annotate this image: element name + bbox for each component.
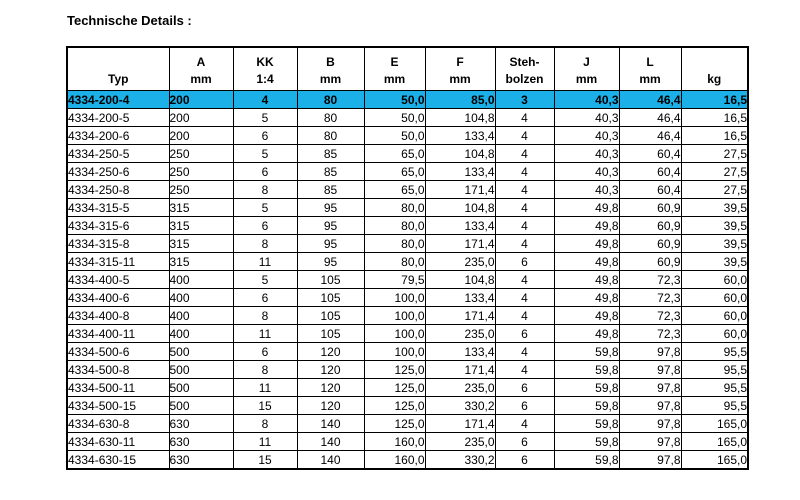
cell-e: 79,5 (364, 271, 425, 289)
cell-l: 72,3 (619, 307, 681, 325)
cell-j: 59,8 (554, 397, 619, 415)
cell-l: 97,8 (619, 379, 681, 397)
cell-l: 60,4 (619, 145, 681, 163)
col-header-kk: KK 1:4 (233, 47, 297, 91)
cell-a: 400 (169, 271, 233, 289)
cell-typ: 4334-400-11 (67, 325, 169, 343)
cell-typ: 4334-315-5 (67, 199, 169, 217)
table-row (67, 343, 748, 361)
cell-kg: 39,5 (681, 199, 748, 217)
cell-a: 630 (169, 433, 233, 451)
cell-stehbolzen: 4 (495, 109, 554, 127)
cell-a: 315 (169, 199, 233, 217)
cell-f: 104,8 (425, 271, 495, 289)
cell-typ: 4334-315-11 (67, 253, 169, 271)
cell-f: 171,4 (425, 361, 495, 379)
cell-typ: 4334-500-8 (67, 361, 169, 379)
table-row (67, 433, 748, 451)
cell-kg: 95,5 (681, 379, 748, 397)
cell-kg: 165,0 (681, 433, 748, 451)
cell-kg: 16,5 (681, 109, 748, 127)
cell-j: 49,8 (554, 235, 619, 253)
cell-typ: 4334-250-6 (67, 163, 169, 181)
table-row (67, 379, 748, 397)
cell-f: 85,0 (425, 91, 495, 109)
cell-e: 50,0 (364, 109, 425, 127)
cell-f: 104,8 (425, 145, 495, 163)
cell-l: 97,8 (619, 343, 681, 361)
cell-e: 80,0 (364, 199, 425, 217)
cell-kk: 15 (233, 451, 297, 470)
cell-kk: 6 (233, 163, 297, 181)
cell-kk: 6 (233, 289, 297, 307)
cell-e: 65,0 (364, 163, 425, 181)
cell-b: 140 (297, 415, 364, 433)
cell-a: 315 (169, 253, 233, 271)
col-header-j: J mm (554, 47, 619, 91)
cell-l: 97,8 (619, 361, 681, 379)
cell-f: 235,0 (425, 253, 495, 271)
cell-j: 49,8 (554, 307, 619, 325)
cell-kk: 11 (233, 325, 297, 343)
cell-typ: 4334-630-11 (67, 433, 169, 451)
cell-e: 65,0 (364, 145, 425, 163)
cell-stehbolzen: 6 (495, 325, 554, 343)
cell-kg: 165,0 (681, 415, 748, 433)
cell-typ: 4334-400-5 (67, 271, 169, 289)
cell-f: 330,2 (425, 451, 495, 470)
cell-typ: 4334-500-11 (67, 379, 169, 397)
table-row (67, 127, 748, 145)
cell-b: 140 (297, 433, 364, 451)
cell-a: 200 (169, 127, 233, 145)
cell-stehbolzen: 4 (495, 217, 554, 235)
cell-kk: 8 (233, 361, 297, 379)
cell-l: 72,3 (619, 271, 681, 289)
cell-l: 60,4 (619, 181, 681, 199)
cell-kg: 60,0 (681, 307, 748, 325)
cell-b: 95 (297, 253, 364, 271)
cell-stehbolzen: 4 (495, 181, 554, 199)
cell-f: 133,4 (425, 163, 495, 181)
cell-a: 315 (169, 217, 233, 235)
cell-f: 235,0 (425, 433, 495, 451)
cell-j: 40,3 (554, 145, 619, 163)
table-row (67, 397, 748, 415)
table-row (67, 235, 748, 253)
cell-kg: 27,5 (681, 163, 748, 181)
technical-details-table (66, 46, 749, 470)
table-row-highlighted (67, 91, 748, 109)
cell-kg: 60,0 (681, 325, 748, 343)
cell-a: 250 (169, 163, 233, 181)
cell-typ: 4334-200-4 (67, 91, 169, 109)
cell-kg: 39,5 (681, 253, 748, 271)
col-header-stehbolzen: Steh- bolzen (495, 47, 554, 91)
cell-a: 500 (169, 343, 233, 361)
cell-stehbolzen: 4 (495, 343, 554, 361)
cell-stehbolzen: 4 (495, 235, 554, 253)
cell-kg: 27,5 (681, 181, 748, 199)
cell-l: 72,3 (619, 325, 681, 343)
cell-stehbolzen: 4 (495, 127, 554, 145)
cell-a: 500 (169, 397, 233, 415)
cell-a: 315 (169, 235, 233, 253)
cell-b: 120 (297, 397, 364, 415)
cell-j: 49,8 (554, 217, 619, 235)
cell-kg: 39,5 (681, 217, 748, 235)
cell-a: 400 (169, 325, 233, 343)
cell-kk: 8 (233, 307, 297, 325)
col-header-e: E mm (364, 47, 425, 91)
cell-typ: 4334-250-5 (67, 145, 169, 163)
cell-l: 60,9 (619, 199, 681, 217)
cell-b: 95 (297, 199, 364, 217)
cell-kg: 16,5 (681, 91, 748, 109)
cell-typ: 4334-500-15 (67, 397, 169, 415)
cell-typ: 4334-250-8 (67, 181, 169, 199)
cell-kk: 6 (233, 343, 297, 361)
cell-j: 59,8 (554, 433, 619, 451)
cell-a: 200 (169, 109, 233, 127)
cell-b: 105 (297, 307, 364, 325)
cell-l: 60,9 (619, 235, 681, 253)
cell-stehbolzen: 3 (495, 91, 554, 109)
cell-kg: 27,5 (681, 145, 748, 163)
cell-j: 40,3 (554, 91, 619, 109)
cell-j: 59,8 (554, 451, 619, 470)
cell-e: 50,0 (364, 127, 425, 145)
cell-kg: 60,0 (681, 289, 748, 307)
cell-kk: 11 (233, 433, 297, 451)
cell-b: 95 (297, 217, 364, 235)
cell-a: 500 (169, 379, 233, 397)
cell-typ: 4334-630-15 (67, 451, 169, 470)
cell-typ: 4334-400-8 (67, 307, 169, 325)
page-title: Technische Details : (67, 13, 192, 28)
cell-a: 400 (169, 289, 233, 307)
col-header-f: F mm (425, 47, 495, 91)
cell-kk: 6 (233, 127, 297, 145)
cell-stehbolzen: 4 (495, 415, 554, 433)
cell-kg: 60,0 (681, 271, 748, 289)
cell-j: 40,3 (554, 127, 619, 145)
header-row (67, 47, 748, 91)
cell-stehbolzen: 4 (495, 361, 554, 379)
cell-j: 49,8 (554, 271, 619, 289)
table-row (67, 271, 748, 289)
cell-l: 97,8 (619, 415, 681, 433)
cell-b: 120 (297, 361, 364, 379)
cell-a: 250 (169, 181, 233, 199)
table-row (67, 289, 748, 307)
cell-e: 100,0 (364, 307, 425, 325)
col-header-l: L mm (619, 47, 681, 91)
col-header-a: A mm (169, 47, 233, 91)
cell-f: 133,4 (425, 343, 495, 361)
cell-j: 40,3 (554, 181, 619, 199)
table-row (67, 217, 748, 235)
cell-j: 49,8 (554, 325, 619, 343)
cell-j: 59,8 (554, 361, 619, 379)
cell-kk: 11 (233, 379, 297, 397)
cell-kk: 5 (233, 109, 297, 127)
cell-a: 400 (169, 307, 233, 325)
cell-b: 85 (297, 181, 364, 199)
cell-b: 95 (297, 235, 364, 253)
cell-b: 85 (297, 163, 364, 181)
table-row (67, 163, 748, 181)
table-row (67, 415, 748, 433)
cell-f: 133,4 (425, 127, 495, 145)
cell-f: 171,4 (425, 235, 495, 253)
cell-e: 125,0 (364, 361, 425, 379)
cell-e: 100,0 (364, 343, 425, 361)
cell-j: 59,8 (554, 379, 619, 397)
cell-e: 125,0 (364, 397, 425, 415)
cell-l: 97,8 (619, 433, 681, 451)
cell-kk: 5 (233, 271, 297, 289)
cell-stehbolzen: 4 (495, 163, 554, 181)
cell-typ: 4334-400-6 (67, 289, 169, 307)
cell-j: 59,8 (554, 343, 619, 361)
cell-l: 46,4 (619, 109, 681, 127)
cell-kk: 6 (233, 217, 297, 235)
table-row (67, 181, 748, 199)
cell-a: 250 (169, 145, 233, 163)
cell-stehbolzen: 4 (495, 289, 554, 307)
cell-l: 60,4 (619, 163, 681, 181)
cell-f: 235,0 (425, 379, 495, 397)
cell-typ: 4334-500-6 (67, 343, 169, 361)
cell-kg: 95,5 (681, 343, 748, 361)
cell-l: 46,4 (619, 127, 681, 145)
cell-f: 171,4 (425, 415, 495, 433)
cell-stehbolzen: 4 (495, 271, 554, 289)
cell-l: 97,8 (619, 397, 681, 415)
cell-f: 235,0 (425, 325, 495, 343)
cell-b: 80 (297, 91, 364, 109)
cell-j: 40,3 (554, 163, 619, 181)
cell-b: 120 (297, 379, 364, 397)
table-row (67, 307, 748, 325)
cell-b: 105 (297, 271, 364, 289)
cell-kg: 95,5 (681, 361, 748, 379)
cell-a: 630 (169, 415, 233, 433)
table-row (67, 451, 748, 470)
cell-e: 80,0 (364, 253, 425, 271)
cell-a: 500 (169, 361, 233, 379)
cell-typ: 4334-630-8 (67, 415, 169, 433)
cell-stehbolzen: 6 (495, 451, 554, 470)
cell-j: 49,8 (554, 289, 619, 307)
cell-e: 125,0 (364, 379, 425, 397)
cell-f: 330,2 (425, 397, 495, 415)
cell-e: 50,0 (364, 91, 425, 109)
cell-a: 630 (169, 451, 233, 470)
table-row (67, 325, 748, 343)
cell-stehbolzen: 4 (495, 307, 554, 325)
cell-kk: 15 (233, 397, 297, 415)
cell-e: 160,0 (364, 433, 425, 451)
cell-f: 171,4 (425, 181, 495, 199)
cell-b: 80 (297, 109, 364, 127)
cell-b: 85 (297, 145, 364, 163)
cell-e: 65,0 (364, 181, 425, 199)
table-row (67, 109, 748, 127)
cell-a: 200 (169, 91, 233, 109)
cell-kg: 165,0 (681, 451, 748, 470)
cell-kg: 95,5 (681, 397, 748, 415)
cell-kk: 5 (233, 199, 297, 217)
cell-kk: 11 (233, 253, 297, 271)
cell-stehbolzen: 6 (495, 253, 554, 271)
cell-j: 49,8 (554, 199, 619, 217)
cell-kk: 8 (233, 181, 297, 199)
cell-e: 160,0 (364, 451, 425, 470)
cell-stehbolzen: 4 (495, 199, 554, 217)
cell-l: 72,3 (619, 289, 681, 307)
cell-kk: 8 (233, 235, 297, 253)
cell-kk: 8 (233, 415, 297, 433)
table-row (67, 199, 748, 217)
cell-stehbolzen: 4 (495, 145, 554, 163)
cell-b: 105 (297, 289, 364, 307)
cell-f: 104,8 (425, 109, 495, 127)
col-header-kg: kg (681, 47, 748, 91)
cell-kk: 4 (233, 91, 297, 109)
cell-b: 80 (297, 127, 364, 145)
cell-l: 46,4 (619, 91, 681, 109)
cell-l: 60,9 (619, 217, 681, 235)
cell-typ: 4334-315-8 (67, 235, 169, 253)
cell-e: 100,0 (364, 325, 425, 343)
table-row (67, 253, 748, 271)
cell-l: 97,8 (619, 451, 681, 470)
cell-j: 49,8 (554, 253, 619, 271)
cell-l: 60,9 (619, 253, 681, 271)
cell-e: 80,0 (364, 217, 425, 235)
cell-f: 133,4 (425, 289, 495, 307)
cell-j: 59,8 (554, 415, 619, 433)
col-header-typ: Typ (67, 47, 169, 91)
cell-f: 133,4 (425, 217, 495, 235)
cell-b: 140 (297, 451, 364, 470)
cell-b: 105 (297, 325, 364, 343)
cell-kk: 5 (233, 145, 297, 163)
cell-kg: 16,5 (681, 127, 748, 145)
cell-stehbolzen: 6 (495, 397, 554, 415)
col-header-b: B mm (297, 47, 364, 91)
cell-typ: 4334-200-6 (67, 127, 169, 145)
cell-kg: 39,5 (681, 235, 748, 253)
cell-e: 125,0 (364, 415, 425, 433)
cell-f: 171,4 (425, 307, 495, 325)
cell-stehbolzen: 6 (495, 379, 554, 397)
table-row (67, 361, 748, 379)
table-row (67, 145, 748, 163)
cell-typ: 4334-315-6 (67, 217, 169, 235)
cell-f: 104,8 (425, 199, 495, 217)
cell-e: 80,0 (364, 235, 425, 253)
cell-b: 120 (297, 343, 364, 361)
cell-e: 100,0 (364, 289, 425, 307)
cell-stehbolzen: 6 (495, 433, 554, 451)
cell-j: 40,3 (554, 109, 619, 127)
cell-typ: 4334-200-5 (67, 109, 169, 127)
